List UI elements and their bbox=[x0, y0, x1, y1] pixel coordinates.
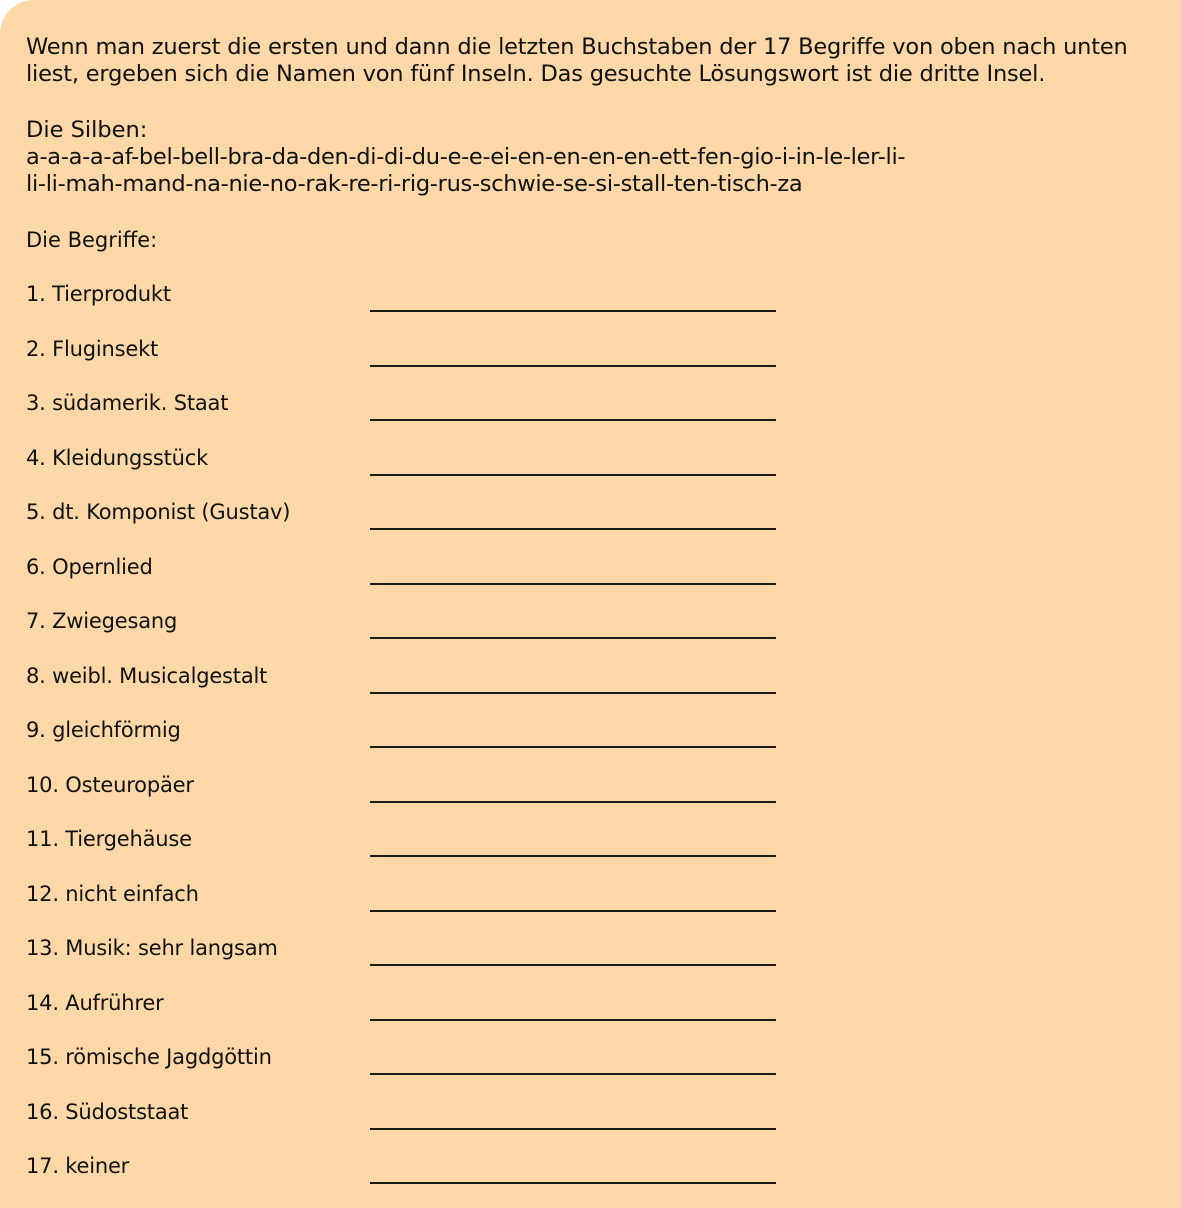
answer-line[interactable] bbox=[370, 910, 776, 912]
answer-line[interactable] bbox=[370, 1182, 776, 1184]
answer-line[interactable] bbox=[370, 801, 776, 803]
term-row bbox=[26, 935, 786, 975]
term-row bbox=[26, 1153, 786, 1193]
term-row bbox=[26, 390, 786, 430]
answer-line[interactable] bbox=[370, 419, 776, 421]
instructions-text: Wenn man zuerst die ersten und dann die letzten Buchstaben der 17 Begriffe von oben nach unten liest, ergeben sich die Namen von fünf Inseln. Das gesuchte Lösungswort ist die dritte Insel. bbox=[26, 34, 1128, 87]
term-row bbox=[26, 336, 786, 376]
term-label: 10. Osteuropäer bbox=[26, 772, 194, 797]
term-row bbox=[26, 772, 786, 812]
answer-line[interactable] bbox=[370, 1019, 776, 1021]
answer-line[interactable] bbox=[370, 855, 776, 857]
term-label: 5. dt. Komponist (Gustav) bbox=[26, 500, 291, 524]
syllables-line-1: a-a-a-a-af-bel-bell-bra-da-den-di-di-du-e-e-ei-en-en-en-en-ett-fen-gio-i-in-le-ler-li- bbox=[26, 144, 906, 170]
term-label: 14. Aufrührer bbox=[26, 990, 164, 1015]
answer-line[interactable] bbox=[370, 692, 776, 694]
term-label: 1. Tierprodukt bbox=[26, 282, 171, 306]
term-label: 13. Musik: sehr langsam bbox=[26, 936, 278, 960]
term-label: 8. weibl. Musicalgestalt bbox=[26, 663, 268, 688]
answer-line[interactable] bbox=[370, 474, 776, 476]
syllables-line-2: li-li-mah-mand-na-nie-no-rak-re-ri-rig-rus-schwie-se-si-stall-ten-tisch-za bbox=[26, 171, 803, 197]
term-row bbox=[26, 717, 786, 757]
term-label: 17. keiner bbox=[26, 1154, 130, 1178]
answer-line[interactable] bbox=[370, 746, 776, 748]
term-label: 9. gleichförmig bbox=[26, 718, 181, 742]
term-label: 3. südamerik. Staat bbox=[26, 391, 229, 415]
term-label: 6. Opernlied bbox=[26, 554, 153, 579]
term-row bbox=[26, 1099, 786, 1139]
term-row bbox=[26, 608, 786, 648]
term-label: 4. Kleidungsstück bbox=[26, 445, 209, 470]
term-row bbox=[26, 554, 786, 594]
terms-heading: Die Begriffe: bbox=[26, 228, 158, 252]
answer-line[interactable] bbox=[370, 1128, 776, 1130]
syllables-heading: Die Silben: bbox=[26, 117, 148, 143]
term-label: 2. Fluginsekt bbox=[26, 336, 159, 361]
answer-line[interactable] bbox=[370, 637, 776, 639]
answer-line[interactable] bbox=[370, 583, 776, 585]
term-row bbox=[26, 281, 786, 321]
term-label: 7. Zwiegesang bbox=[26, 609, 178, 633]
answer-line[interactable] bbox=[370, 528, 776, 530]
term-label: 15. römische Jagdgöttin bbox=[26, 1045, 272, 1069]
term-label: 11. Tiergehäuse bbox=[26, 827, 192, 851]
answer-line[interactable] bbox=[370, 1073, 776, 1075]
term-row bbox=[26, 990, 786, 1030]
answer-line[interactable] bbox=[370, 964, 776, 966]
term-label: 16. Südoststaat bbox=[26, 1099, 189, 1124]
term-row bbox=[26, 1044, 786, 1084]
answer-line[interactable] bbox=[370, 365, 776, 367]
term-row bbox=[26, 445, 786, 485]
term-label: 12. nicht einfach bbox=[26, 881, 199, 906]
term-row bbox=[26, 826, 786, 866]
term-row bbox=[26, 881, 786, 921]
term-row bbox=[26, 499, 786, 539]
term-row bbox=[26, 663, 786, 703]
answer-line[interactable] bbox=[370, 310, 776, 312]
